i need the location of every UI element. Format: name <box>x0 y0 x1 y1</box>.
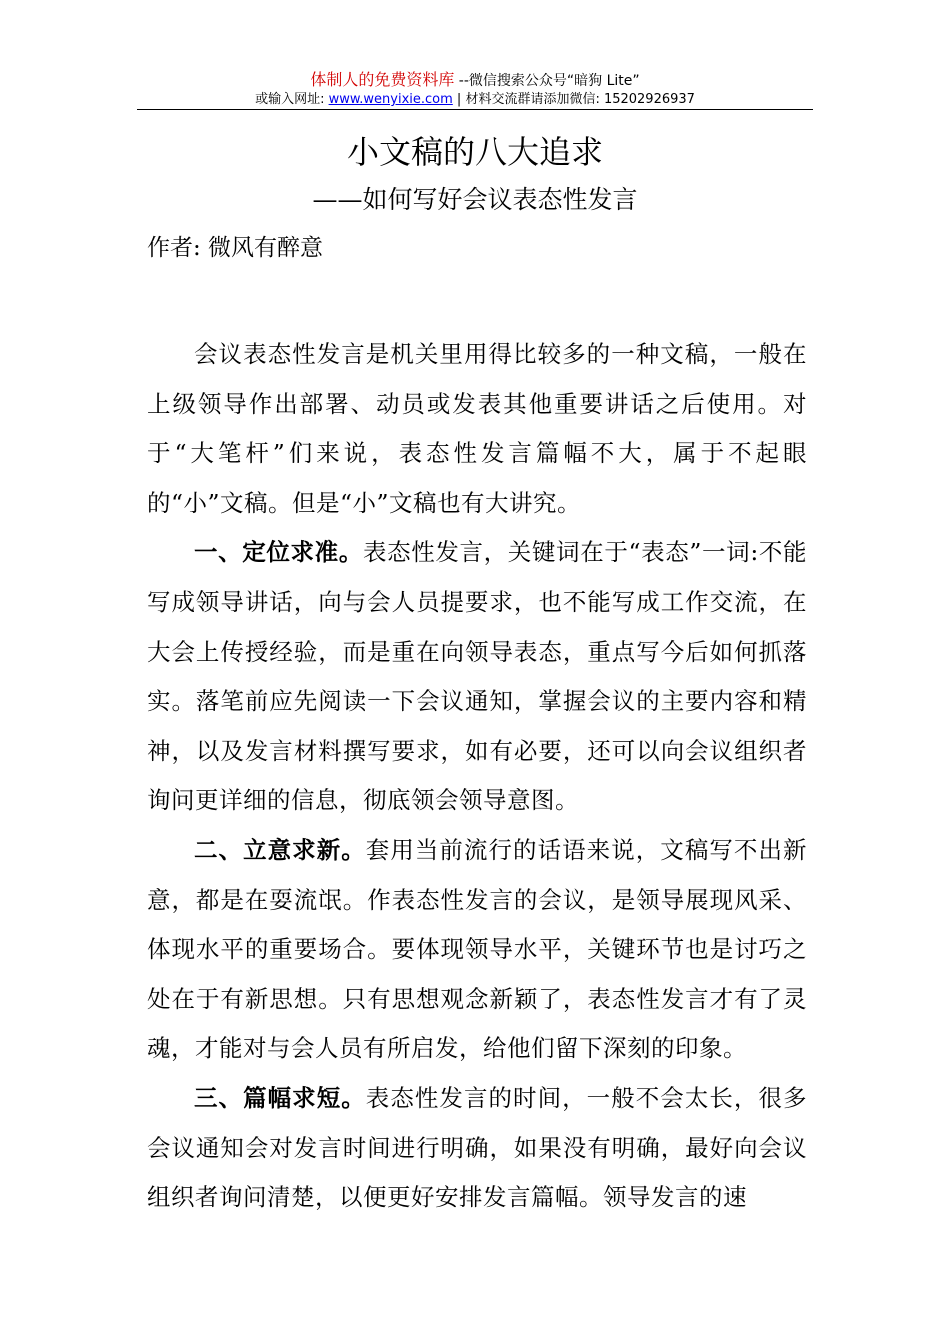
header-divider <box>137 109 813 110</box>
header-url-link[interactable]: www.wenyixie.com <box>328 92 453 107</box>
page-header <box>137 70 813 109</box>
document-subtitle: ——如何写好会议表态性发言 <box>312 185 638 214</box>
section-text: 表态性发言的时间，一般不会太长，很多会议通知会对发言时间进行明确，如果没有明确，最好向会议组织者询问清楚，以便更好安排发言篇幅。领导发言的速 <box>147 1083 808 1212</box>
section-paragraph <box>147 528 807 826</box>
intro-paragraph: 会议表态性发言是机关里用得比较多的一种文稿，一般在上级领导作出部署、动员或发表其他重要讲话之后使用。对于“大笔杆”们来说，表态性发言篇幅不大，属于不起眼的“小”文稿。但是“小”文稿也有大讲究。 <box>147 340 807 517</box>
header-contact: | 材料交流群请添加微信: 15202926937 <box>452 92 695 107</box>
header-url-prefix: 或输入网址: <box>255 92 329 107</box>
section-text: 表态性发言，关键词在于“表态”一词:不能写成领导讲话，向与会人员提要求，也不能写成工作交流，在大会上传授经验，而是重在向领导表态，重点写今后如何抓落实。落笔前应先阅读一下会议通知，掌握会议的主要内容和精神，以及发言材料撰写要求，如有必要，还可以向会议组织者询问更详细的信息，彻底领会领导意图。 <box>147 538 808 815</box>
section-heading: 二、立意求新。 <box>194 835 366 864</box>
document-author: 作者: 微风有醉意 <box>147 235 324 261</box>
section-paragraph <box>147 1074 807 1223</box>
section-paragraph <box>147 826 807 1074</box>
section-heading: 三、篇幅求短。 <box>194 1083 366 1112</box>
section-text: 套用当前流行的话语来说，文稿写不出新意，都是在耍流氓。作表态性发言的会议，是领导展现风采、体现水平的重要场合。要体现领导水平，关键环节也是讨巧之处在于有新思想。只有思想观念新颖了，表态性发言才有了灵魂，才能对与会人员有所启发，给他们留下深刻的印象。 <box>147 835 808 1063</box>
header-url-line <box>137 91 813 109</box>
header-brand: 体制人的免费资料库 <box>310 70 455 89</box>
document-title: 小文稿的八大追求 <box>346 133 603 171</box>
header-promo-line <box>137 70 813 91</box>
header-wechat-note: --微信搜索公众号“暗狗 Lite” <box>454 73 640 89</box>
section-heading: 一、定位求准。 <box>194 538 363 567</box>
document-body <box>147 330 807 1223</box>
